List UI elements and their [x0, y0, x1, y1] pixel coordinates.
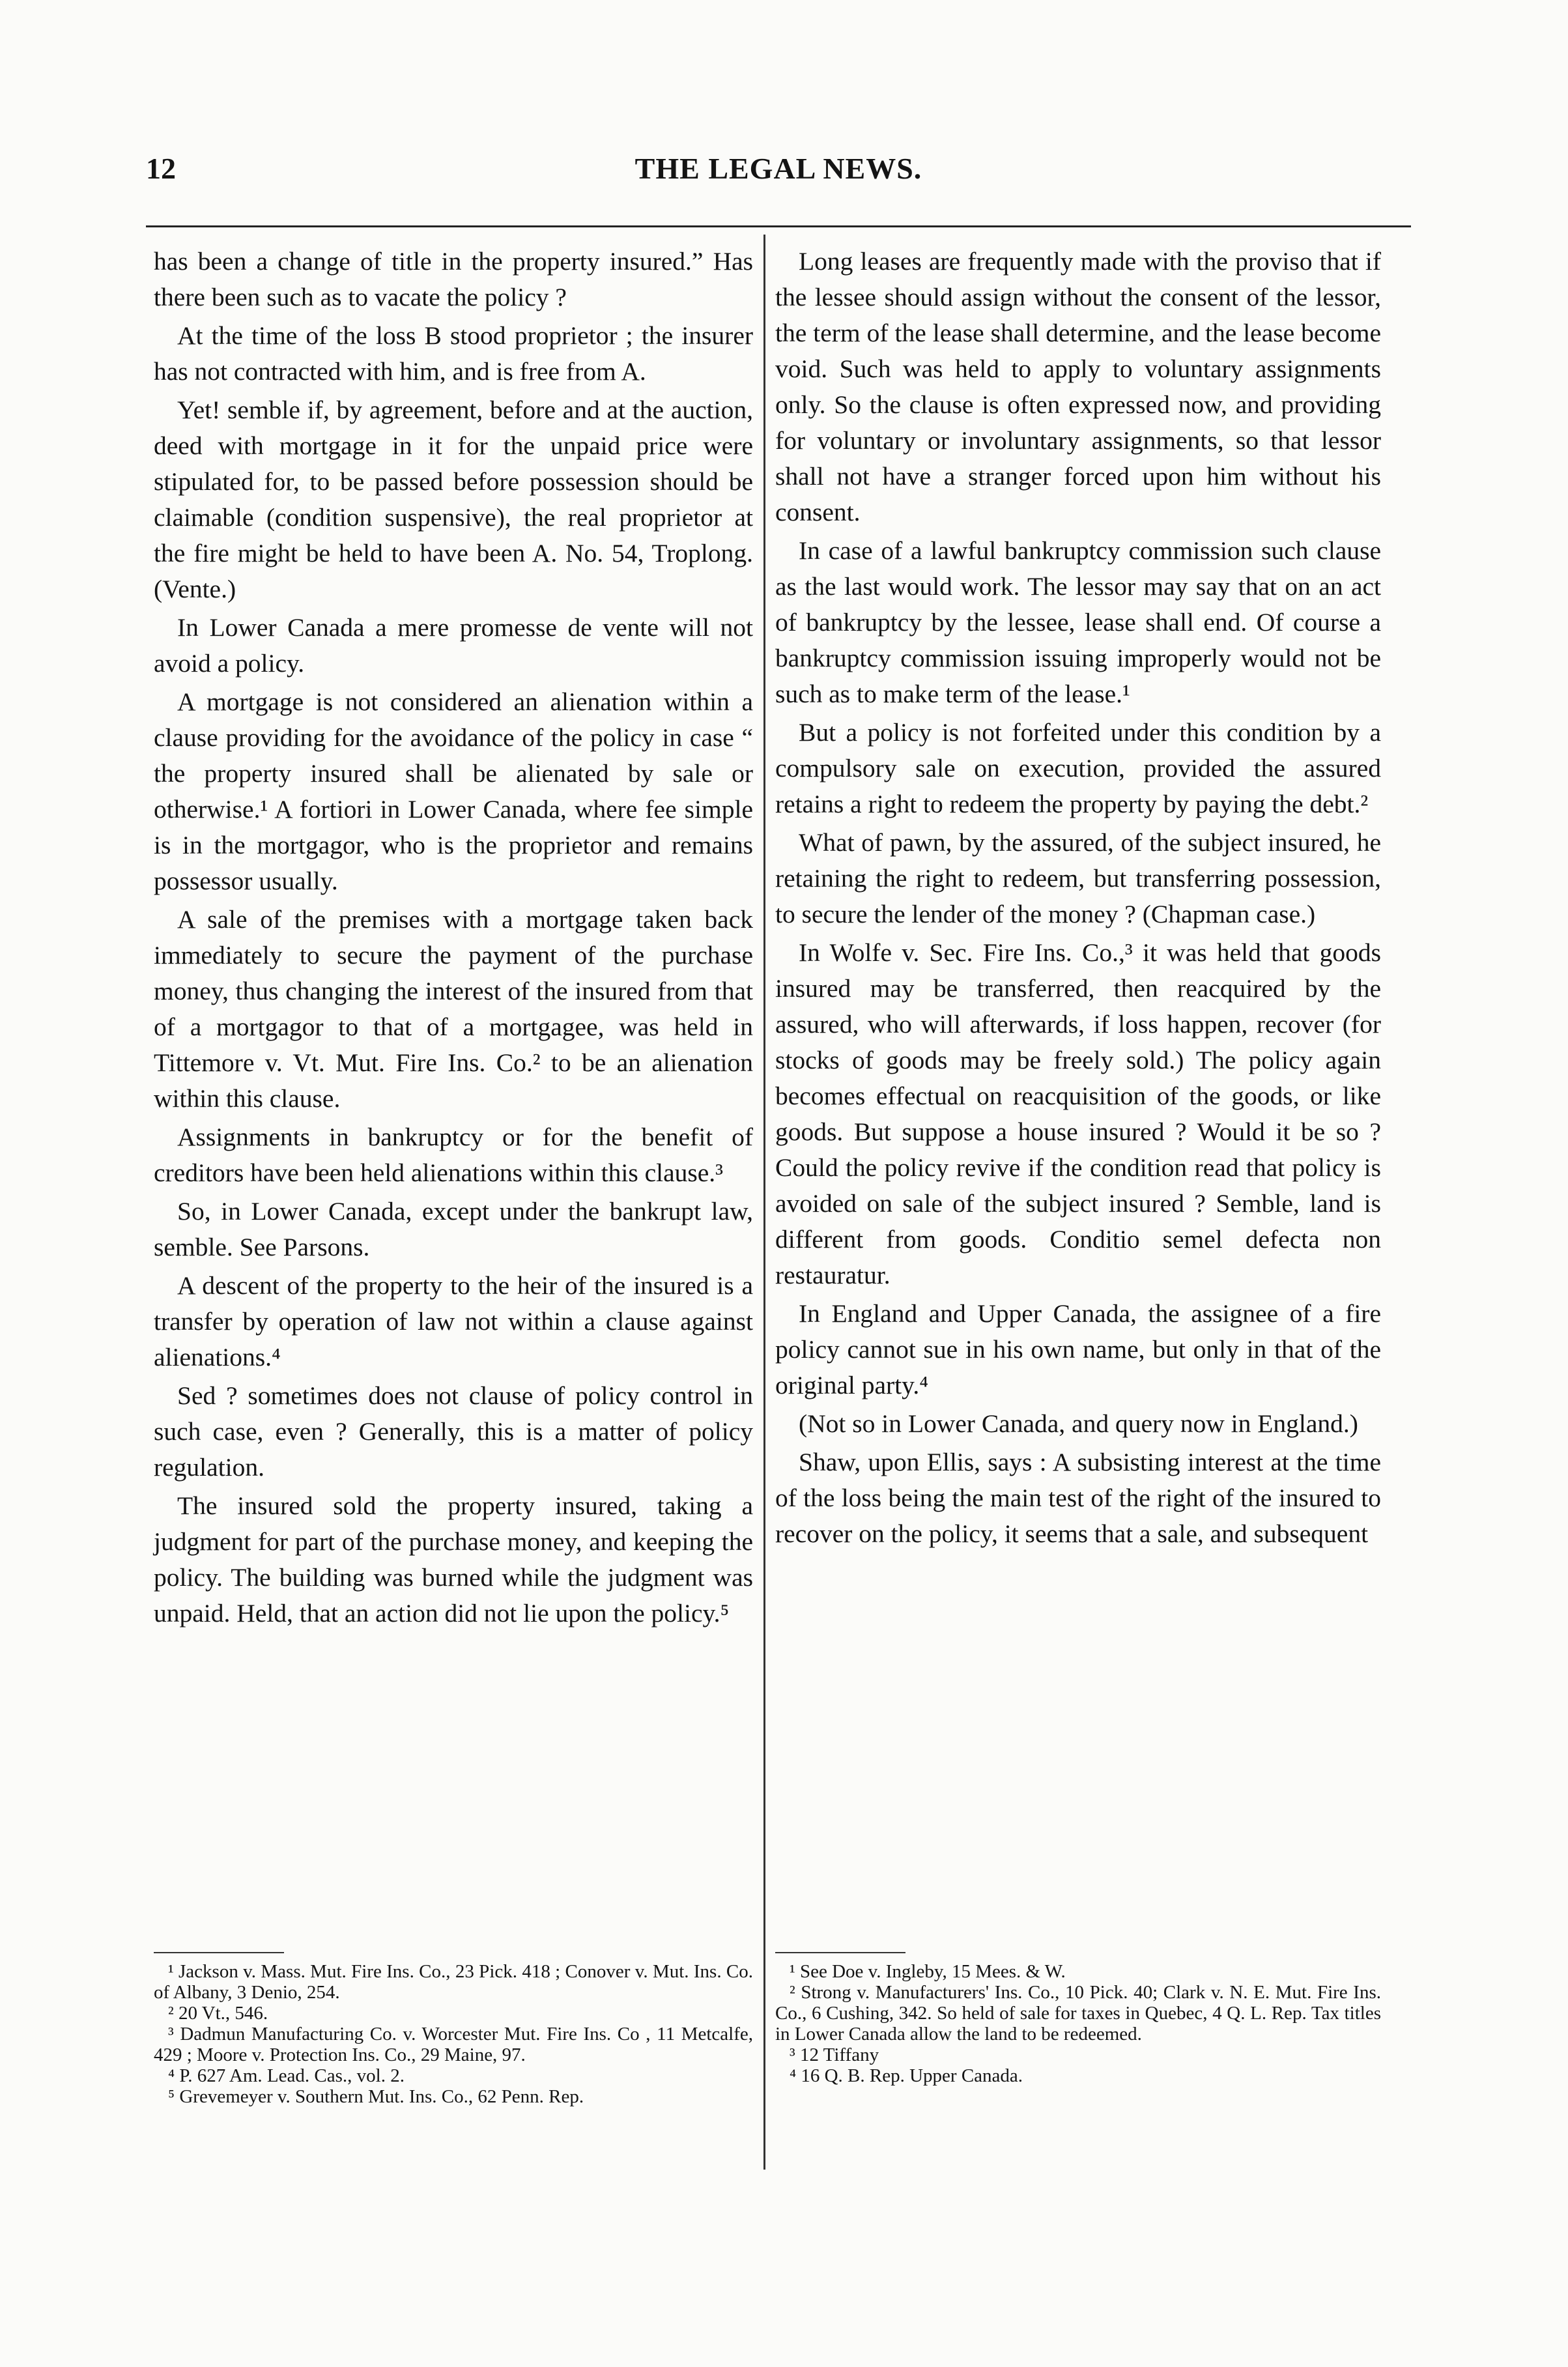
paragraph: Assignments in bankruptcy or for the benefit of creditors have been held alienations within this clause.³	[154, 1123, 753, 1187]
footnote-rule-right	[775, 1952, 905, 1953]
column-divider	[763, 235, 765, 2170]
footnote: ³ Dadmun Manufacturing Co. v. Worcester Mut. Fire Ins. Co , 11 Metcalfe, 429 ; Moore v. Protection Ins. Co., 29 Maine, 97.	[154, 2024, 753, 2065]
paragraph: Yet! semble if, by agreement, before and at the auction, deed with mortgage in it for the unpaid price were stipulated for, to be passed before possession should be claimable (condition suspensive), the real proprietor at the fire might be held to have been A. No. 54, Troplong. (Vente.)	[154, 395, 753, 603]
paragraph: Sed ? sometimes does not clause of policy control in such case, even ? Generally, this is a matter of policy regulation.	[154, 1381, 753, 1482]
paragraph: The insured sold the property insured, taking a judgment for part of the purchase money, and keeping the policy. The building was burned while the judgment was unpaid. Held, that an action did not lie upon the policy.⁵	[154, 1491, 753, 1628]
header-rule	[146, 225, 1411, 227]
footnote: ¹ See Doe v. Ingleby, 15 Mees. & W.	[790, 1961, 1066, 1982]
paragraph: (Not so in Lower Canada, and query now in England.)	[799, 1409, 1358, 1438]
paragraph: Shaw, upon Ellis, says : A subsisting interest at the time of the loss being the main test of the right of the insured to recover on the policy, it seems that a sale, and subsequent	[775, 1448, 1381, 1548]
footnotes-left	[154, 1961, 753, 2107]
paragraph: In Wolfe v. Sec. Fire Ins. Co.,³ it was held that goods insured may be transferred, then reacquired by the assured, who will afterwards, if loss happen, recover (for stocks of goods may be freely sold.) The policy again becomes effectual on reacquisition of the goods, or like goods. But suppose a house insured ? Would it be so ? Could the policy revive if the condition read that policy is avoided on sale of the subject insured ? Semble, land is different from goods. Conditio semel defecta non restauratur.	[775, 938, 1381, 1289]
footnote: ² 20 Vt., 546.	[168, 2003, 268, 2024]
paragraph: has been a change of title in the property insured.” Has there been such as to vacate the policy ?	[154, 247, 753, 311]
footnote: ³ 12 Tiffany	[790, 2044, 879, 2065]
footnote-rule-left	[154, 1952, 284, 1953]
paragraph: In case of a lawful bankruptcy commission such clause as the last would work. The lessor may say that on an act of bankruptcy by the lessee, lease shall end. Of course a bankruptcy commission issuing improperly would not be such as to make term of the lease.¹	[775, 536, 1381, 708]
right-column	[775, 244, 1381, 1555]
footnote: ⁴ P. 627 Am. Lead. Cas., vol. 2.	[168, 2065, 405, 2086]
paragraph: Long leases are frequently made with the proviso that if the lessee should assign without the consent of the lessor, the term of the lease shall determine, and the lease become void. Such was held to apply to voluntary assignments only. So the clause is often expressed now, and providing for voluntary or involuntary assignments, so that lessor shall not have a stranger forced upon him without his consent.	[775, 247, 1381, 526]
footnote: ² Strong v. Manufacturers' Ins. Co., 10 Pick. 40; Clark v. N. E. Mut. Fire Ins. Co., 6 Cushing, 342. So held of sale for taxes in Quebec, 4 Q. L. Rep. Tax titles in Lower Canada allow the land to be redeemed.	[775, 1982, 1381, 2044]
page-header	[146, 151, 1411, 193]
paragraph: A sale of the premises with a mortgage taken back immediately to secure the payment of the purchase money, thus changing the interest of the insured from that of a mortgagor to that of a mortgagee, was held in Tittemore v. Vt. Mut. Fire Ins. Co.² to be an alienation within this clause.	[154, 905, 753, 1113]
footnote: ⁴ 16 Q. B. Rep. Upper Canada.	[790, 2065, 1023, 2086]
footnote: ¹ Jackson v. Mass. Mut. Fire Ins. Co., 23 Pick. 418 ; Conover v. Mut. Ins. Co. of Albany, 3 Denio, 254.	[154, 1961, 753, 2003]
paragraph: What of pawn, by the assured, of the subject insured, he retaining the right to redeem, but transferring possession, to secure the lender of the money ? (Chapman case.)	[775, 828, 1381, 928]
left-column	[154, 244, 753, 1634]
running-title: THE LEGAL NEWS.	[634, 152, 922, 185]
footnote: ⁵ Grevemeyer v. Southern Mut. Ins. Co., 62 Penn. Rep.	[168, 2086, 584, 2107]
footnotes-right	[775, 1961, 1381, 2086]
paragraph: But a policy is not forfeited under this condition by a compulsory sale on execution, provided the assured retains a right to redeem the property by paying the debt.²	[775, 718, 1381, 818]
paragraph: A mortgage is not considered an alienation within a clause providing for the avoidance of the policy in case “ the property insured shall be alienated by sale or otherwise.¹ A fortiori in Lower Canada, where fee simple is in the mortgagor, who is the proprietor and remains possessor usually.	[154, 687, 753, 895]
paragraph: In Lower Canada a mere promesse de vente will not avoid a policy.	[154, 613, 753, 678]
paragraph: In England and Upper Canada, the assignee of a fire policy cannot sue in his own name, but only in that of the original party.⁴	[775, 1299, 1381, 1399]
paragraph: At the time of the loss B stood proprietor ; the insurer has not contracted with him, and is free from A.	[154, 321, 753, 386]
page-number: 12	[146, 152, 176, 185]
paragraph: So, in Lower Canada, except under the bankrupt law, semble. See Parsons.	[154, 1197, 753, 1261]
paragraph: A descent of the property to the heir of the insured is a transfer by operation of law not within a clause against alienations.⁴	[154, 1271, 753, 1371]
